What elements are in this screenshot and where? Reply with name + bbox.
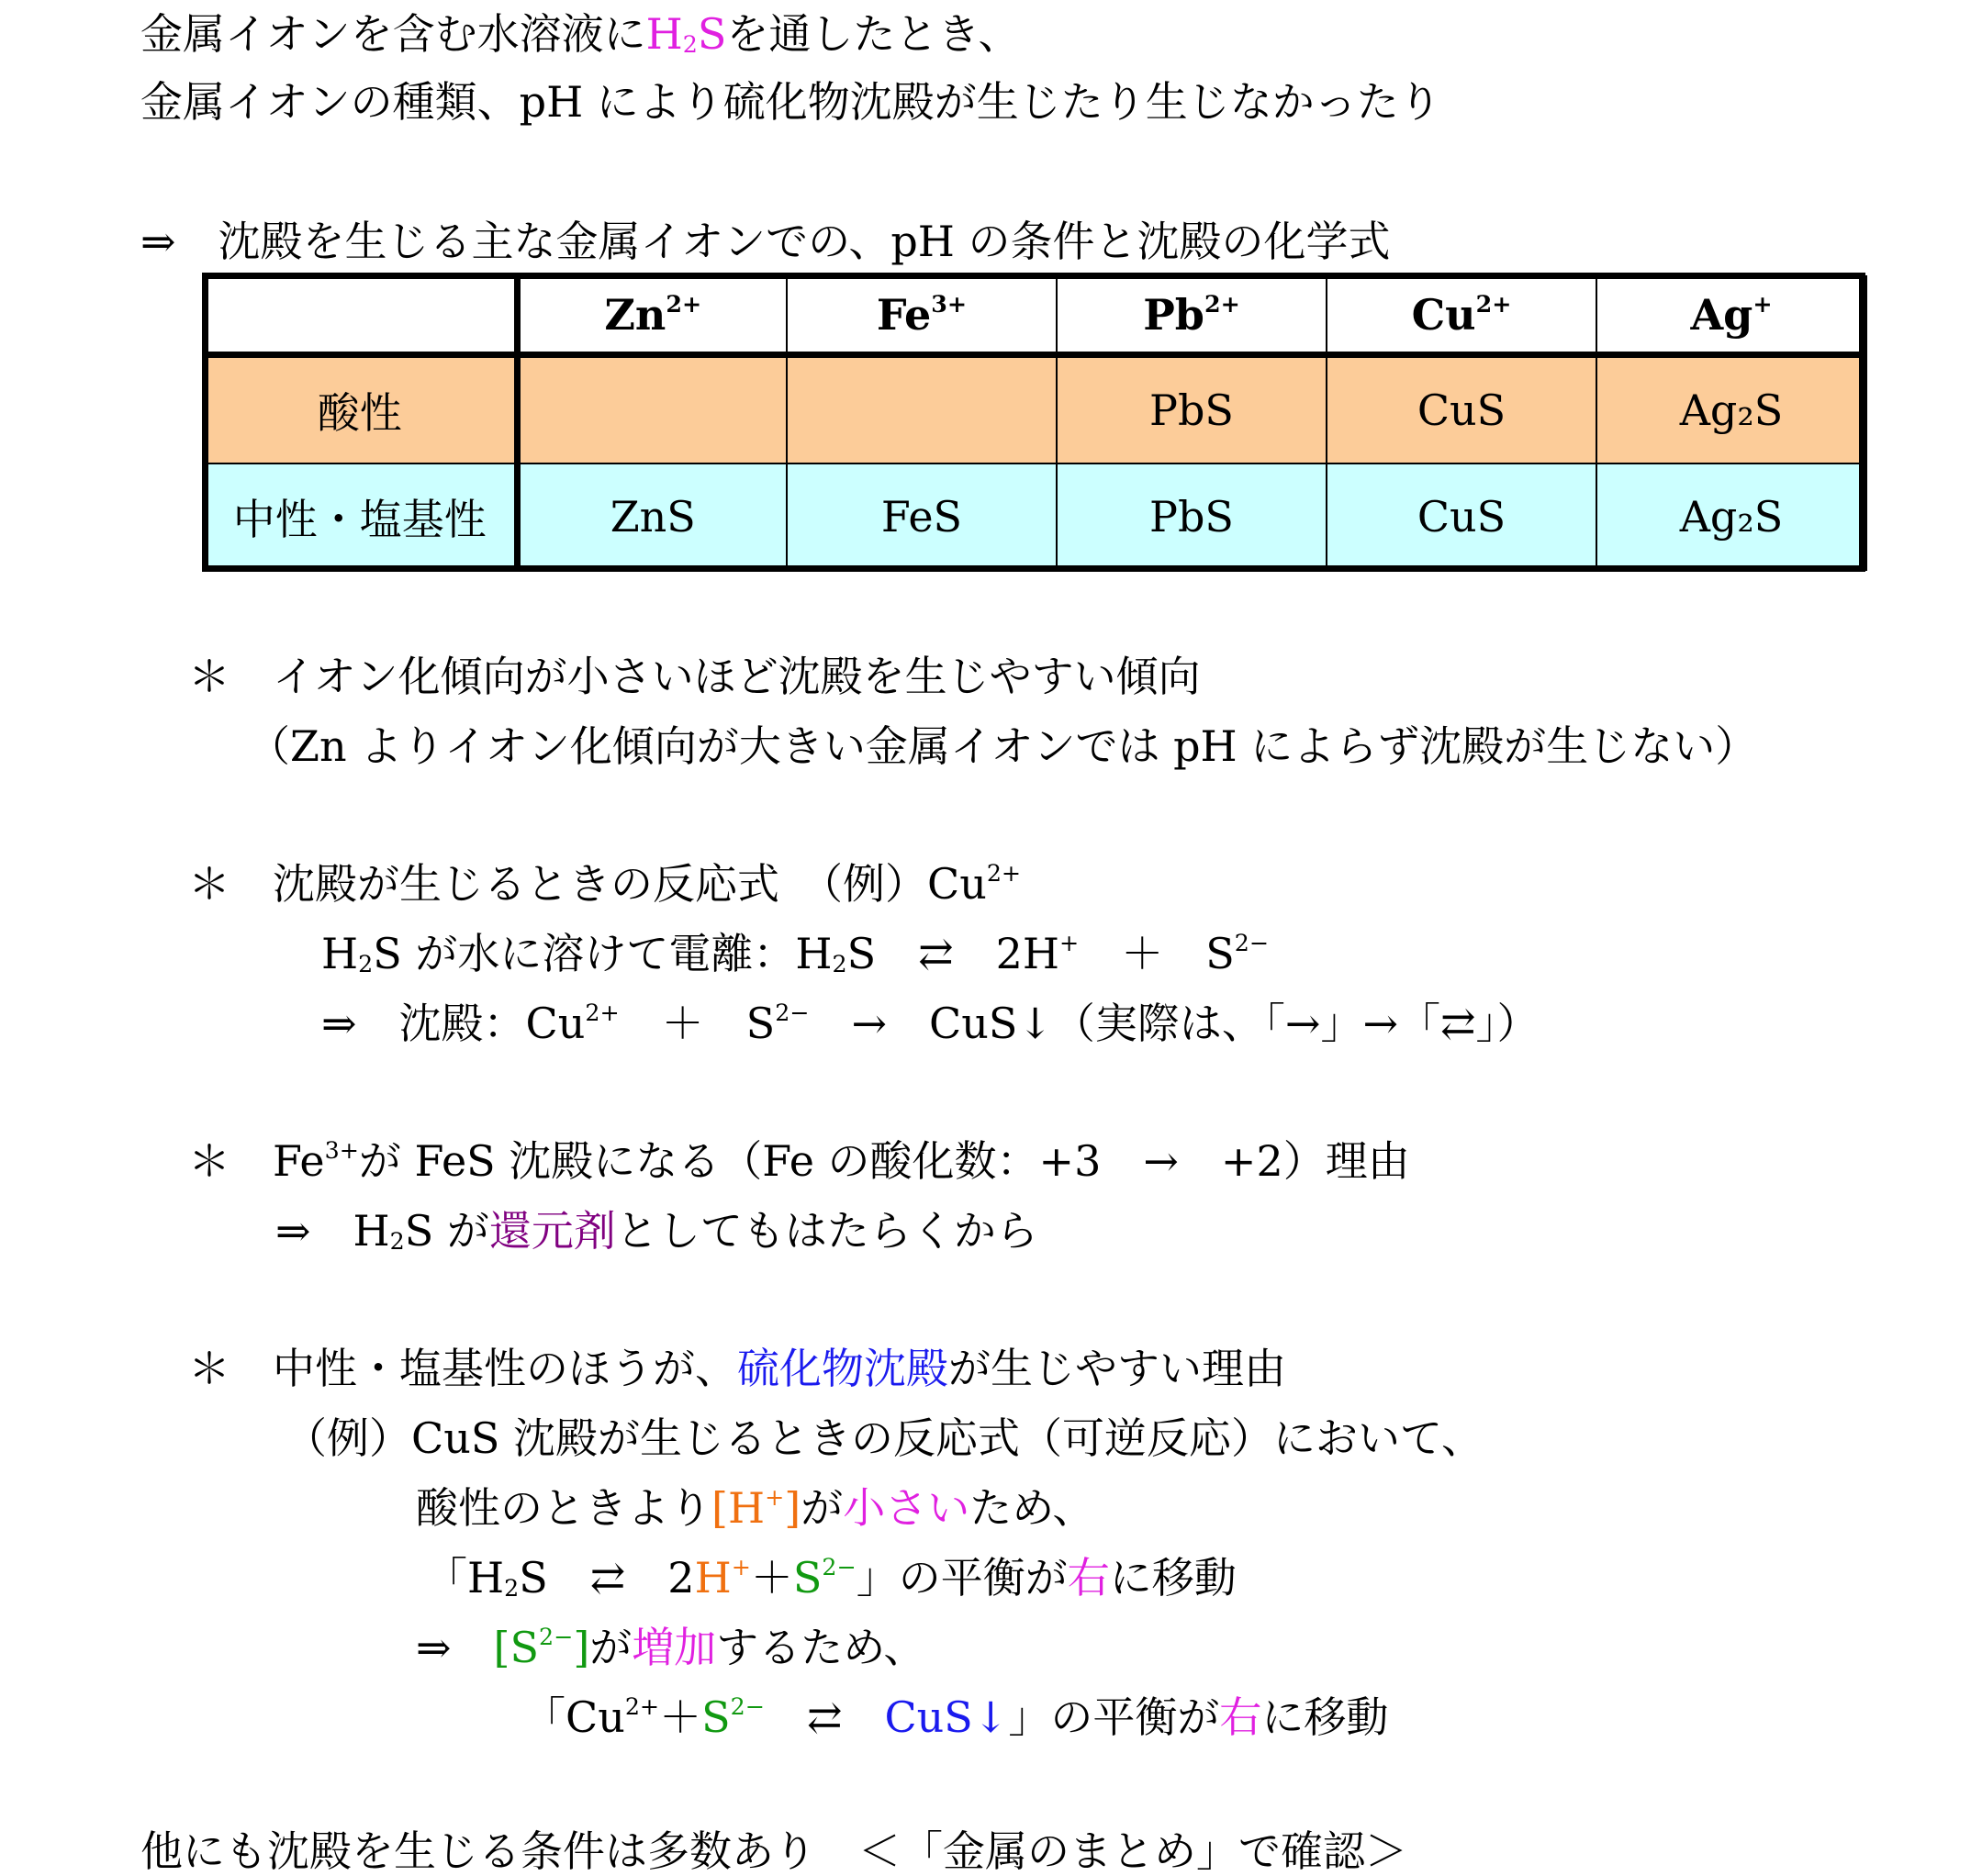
header-fe: $Fe^{3+}$: [787, 276, 1057, 355]
note4-line-2: （例）CuS 沈殿が生じるときの反応式（可逆反応）において、: [285, 1413, 1484, 1463]
note4-line-5: ⇒ $[S^{2-}]$が増加するため、: [416, 1623, 926, 1672]
header-ag: Ag+: [1596, 276, 1866, 355]
cell-neutral-cu: CuS: [1327, 463, 1596, 570]
note4-line-4: 「$H_2S$ ⇄ $2H^++S^{2-}$」の平衡が右に移動: [425, 1553, 1237, 1602]
note2-line-3: ⇒ 沈殿：$Cu^{2+}$ ＋ $S^{2-}$ → CuS↓（実際は、「→」→「⇄」）: [321, 999, 1540, 1048]
row-label-neutral: 中性・塩基性: [205, 463, 517, 570]
intro-line-2: 金属イオンの種類、pH により硫化物沈殿が生じたり生じなかったり: [140, 77, 1441, 127]
table-row-acid: [205, 355, 1866, 463]
cell-neutral-pb: PbS: [1057, 463, 1327, 570]
precipitate-table: [204, 275, 1867, 571]
cell-neutral-fe: FeS: [787, 463, 1057, 570]
note1-line-2: （Zn よりイオン化傾向が大きい金属イオンでは pH によらず沈殿が生じない）: [248, 721, 1758, 771]
note2-line-2: $H_2S$ が水に溶けて電離：$H_2S$ ⇄ 2H+ ＋ $S^{2-}$: [321, 929, 1270, 978]
cell-acid-pb: PbS: [1057, 355, 1327, 463]
reducing-agent-highlight: 還元剤: [488, 1206, 616, 1256]
cell-acid-ag: Ag₂S: [1596, 355, 1866, 463]
note3-line-2: ⇒ $H_2S$ が還元剤としてもはたらくから: [275, 1206, 1038, 1256]
note1-line-1: ＊ イオン化傾向が小さいほど沈殿を生じやすい傾向: [188, 652, 1201, 701]
table-row-neutral: [205, 463, 1866, 570]
footer-note: 他にも沈殿を生じる条件は多数あり ＜「金属のまとめ」で確認＞: [140, 1826, 1407, 1876]
cell-acid-fe: [787, 355, 1057, 463]
cell-acid-cu: CuS: [1327, 355, 1596, 463]
header-pb: $Pb^{2+}$: [1057, 276, 1327, 355]
header-empty-cell: [205, 276, 517, 355]
sulfide-precipitate-highlight: 硫化物沈殿: [737, 1344, 948, 1393]
table-header-row: [205, 276, 1866, 355]
note3-line-1: ＊ $Fe^{3+}$が FeS 沈殿になる（Fe の酸化数：+3 → +2）理由: [188, 1136, 1410, 1186]
note2-line-1: ＊ 沈殿が生じるときの反応式 （例）$Cu^{2+}$: [188, 859, 1022, 909]
row-label-acid: 酸性: [205, 355, 517, 463]
header-zn: $Zn^{2+}$: [517, 276, 787, 355]
h2s-formula: $H_2S$: [645, 9, 727, 59]
note4-line-1: ＊ 中性・塩基性のほうが、硫化物沈殿が生じやすい理由: [188, 1344, 1286, 1393]
cell-acid-zn: [517, 355, 787, 463]
note4-line-6: 「$Cu^{2+}+S^{2-}$ ⇄ CuS↓」の平衡が右に移動: [523, 1692, 1389, 1742]
cell-neutral-ag: Ag₂S: [1596, 463, 1866, 570]
header-cu: $Cu^{2+}$: [1327, 276, 1596, 355]
cell-neutral-zn: ZnS: [517, 463, 787, 570]
intro-line-1: 金属イオンを含む水溶液に$H_2S$を通したとき、: [140, 9, 1021, 59]
table-intro: ⇒ 沈殿を生じる主な金属イオンでの、pH の条件と沈殿の化学式: [140, 217, 1391, 266]
note4-line-3: 酸性のときより[H+]が小さいため、: [416, 1483, 1095, 1533]
